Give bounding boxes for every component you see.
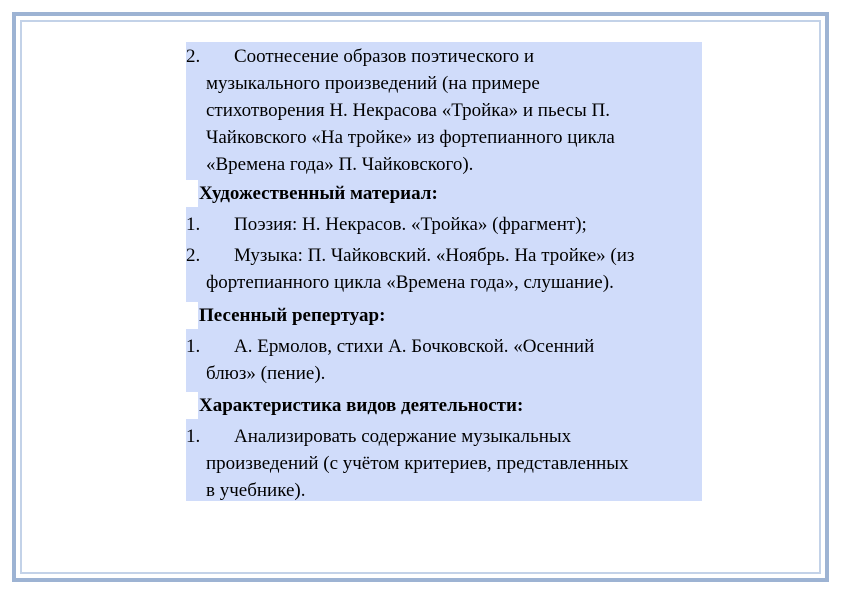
heading-text: Характеристика видов деятельности: — [199, 395, 524, 416]
list-item — [186, 242, 702, 296]
list-item-text: Чайковского «На тройке» из фортепианного цикла — [206, 127, 615, 148]
list-item-text: Соотнесение образов поэтического и — [234, 46, 535, 67]
content-panel — [186, 42, 702, 501]
list-item-number: 2. — [186, 245, 201, 266]
list-repertoire — [186, 333, 702, 387]
list-material — [186, 211, 702, 296]
list-item-text: Музыка: П. Чайковский. «Ноябрь. На тройке» (из — [234, 245, 635, 266]
list-item-text: фортепианного цикла «Времена года», слушание). — [206, 272, 614, 293]
heading-bar — [186, 302, 198, 329]
list-item-text: стихотворения Н. Некрасова «Тройка» и пьесы П. — [206, 100, 610, 121]
list-item-text: Поэзия: Н. Некрасов. «Тройка» (фрагмент); — [234, 214, 587, 235]
list-item-text: в учебнике). — [206, 480, 306, 501]
list-item-text: Анализировать содержание музыкальных — [234, 426, 572, 447]
list-item-number: 1. — [186, 214, 201, 235]
heading-text: Песенный репертуар: — [199, 305, 386, 326]
heading-text: Художественный материал: — [199, 183, 438, 204]
heading-bar — [186, 180, 198, 207]
list-item-number: 1. — [186, 336, 201, 357]
list-item-number: 1. — [186, 426, 201, 447]
list-item-number: 2. — [186, 46, 201, 67]
list-item-text: музыкального произведений (на примере — [206, 73, 540, 94]
heading-bar — [186, 392, 198, 419]
list-item — [186, 333, 702, 387]
list-activities — [186, 423, 702, 504]
list-item — [186, 211, 702, 238]
list-item-text: «Времена года» П. Чайковского). — [206, 154, 474, 175]
list-item — [186, 43, 702, 178]
list-item-text: произведений (с учётом критериев, представленных — [206, 453, 629, 474]
list-item — [186, 423, 702, 504]
list-goals — [186, 43, 702, 178]
list-item-text: А. Ермолов, стихи А. Бочковской. «Осенний — [234, 336, 595, 357]
list-item-text: блюз» (пение). — [206, 363, 326, 384]
